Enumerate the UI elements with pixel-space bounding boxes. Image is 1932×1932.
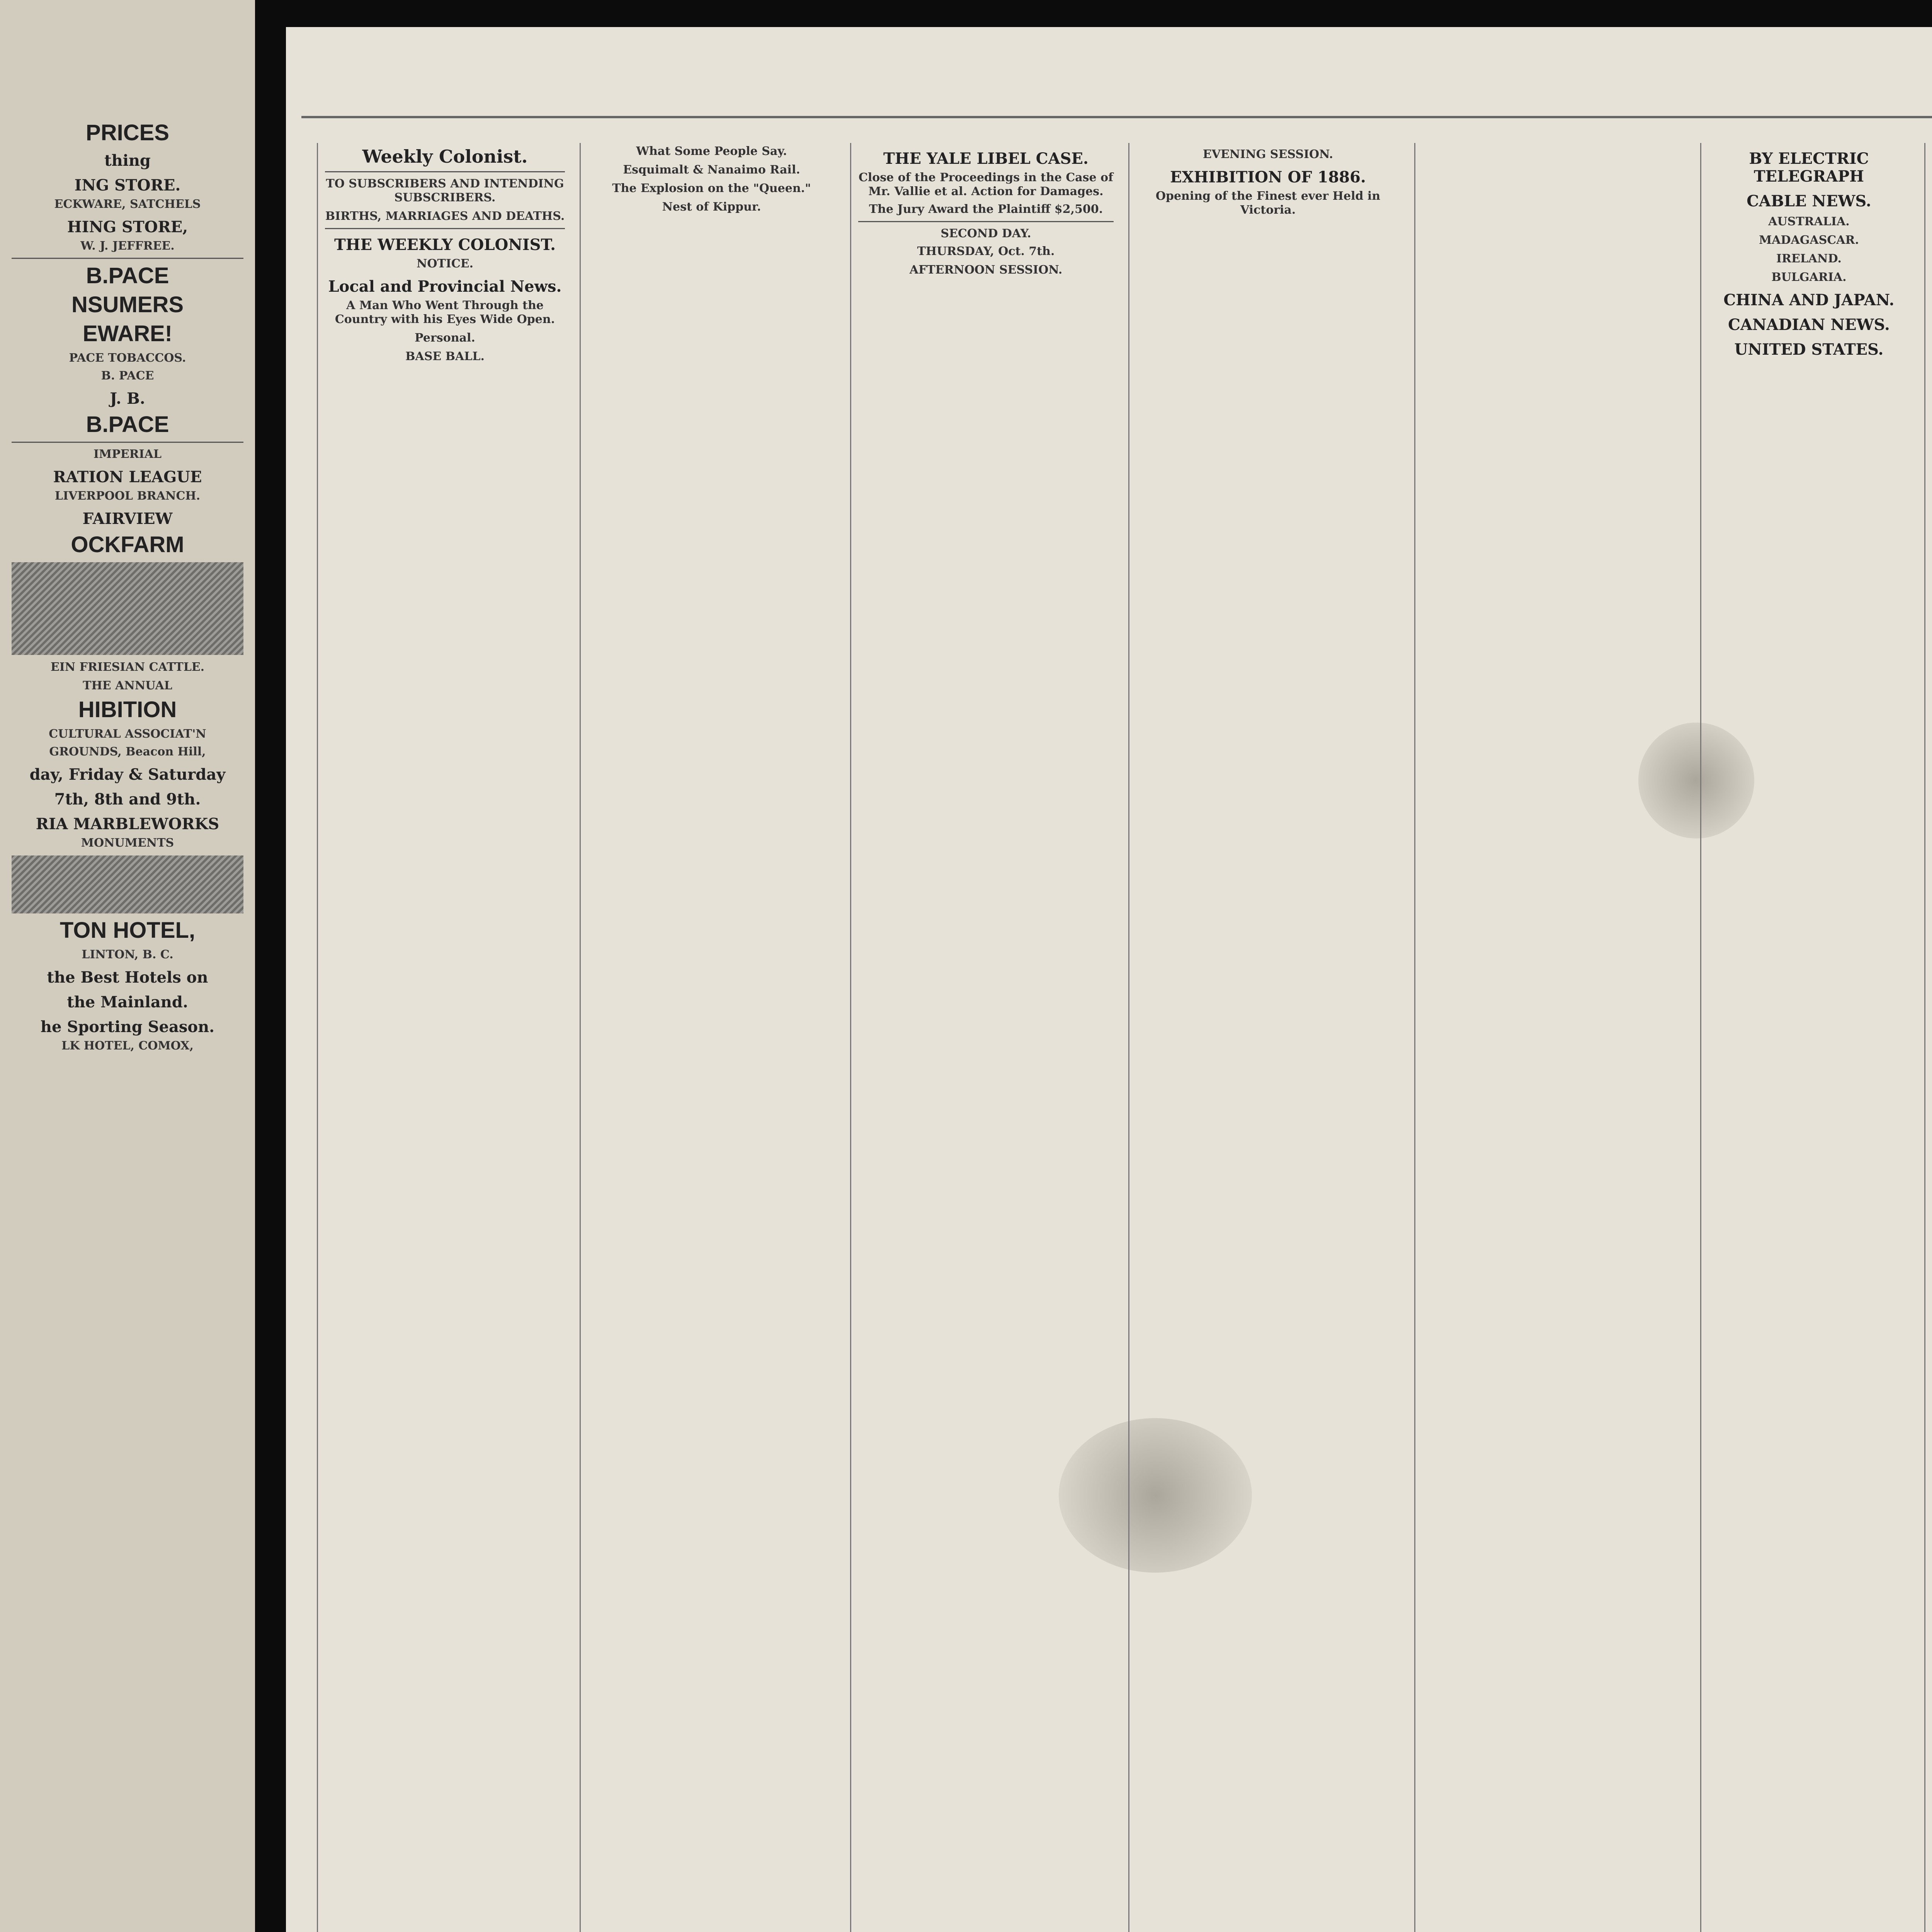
ad-subheading: MONUMENTS	[81, 836, 174, 850]
divider	[325, 228, 565, 229]
column-1	[317, 143, 572, 1932]
section-subheading: The Jury Award the Plaintiff $2,500.	[869, 202, 1103, 216]
ad-heading: OCKFARM	[71, 532, 184, 558]
ad-subheading: B. PACE	[101, 369, 154, 383]
section-heading: BY ELECTRIC TELEGRAPH	[1749, 150, 1869, 185]
adjacent-page-strip	[0, 0, 255, 1932]
ad-subheading: W. J. JEFFREE.	[80, 239, 175, 253]
section-heading: SECOND DAY.	[940, 227, 1031, 240]
ad-subheading: ECKWARE, SATCHELS	[54, 197, 201, 211]
ad-heading: RIA MARBLEWORKS	[36, 815, 219, 833]
ad-heading: RATION LEAGUE	[53, 468, 202, 486]
section-heading: BIRTHS, MARRIAGES AND DEATHS.	[325, 209, 565, 223]
section-heading: BULGARIA.	[1771, 270, 1847, 284]
section-heading: AFTERNOON SESSION.	[909, 263, 1063, 277]
section-heading: TO SUBSCRIBERS AND INTENDING SUBSCRIBERS.	[326, 177, 564, 204]
divider	[12, 258, 243, 259]
newspaper-page	[286, 27, 1932, 1932]
ad-heading: the Mainland.	[67, 993, 188, 1012]
ad-heading: HIBITION	[78, 697, 177, 723]
section-heading: CABLE NEWS.	[1747, 192, 1871, 210]
ad-heading: B.PACE	[86, 412, 169, 437]
divider	[325, 171, 565, 172]
column-7	[1924, 143, 1932, 1932]
section-heading: IRELAND.	[1776, 252, 1842, 265]
ad-subheading: PACE TOBACCOS.	[69, 351, 186, 365]
section-heading: Personal.	[415, 331, 475, 345]
monument-illustration	[12, 855, 243, 913]
ad-heading: HING STORE,	[67, 218, 188, 236]
ad-heading: he Sporting Season.	[40, 1018, 215, 1036]
ad-heading: 7th, 8th and 9th.	[54, 790, 201, 809]
section-heading: Esquimalt & Nanaimo Rail.	[623, 163, 800, 177]
column-2	[580, 143, 842, 1932]
ad-column	[0, 0, 255, 1053]
section-subheading: NOTICE.	[416, 257, 474, 270]
column-3	[850, 143, 1121, 1932]
section-heading: EXHIBITION OF 1886.	[1170, 168, 1366, 186]
ad-heading: the Best Hotels on	[47, 968, 208, 987]
ad-subheading: LINTON, B. C.	[82, 948, 173, 962]
section-heading: THE YALE LIBEL CASE.	[883, 150, 1088, 168]
section-heading: EVENING SESSION.	[1202, 148, 1333, 161]
section-heading: Nest of Kippur.	[662, 200, 761, 214]
ad-subheading: CULTURAL ASSOCIAT'N	[49, 727, 206, 741]
dateline: THURSDAY, Oct. 7th.	[917, 245, 1055, 258]
section-subheading: Close of the Proceedings in the Case of Mr. Vallie et al. Action for Damages.	[858, 171, 1114, 198]
ad-heading: EWARE!	[83, 321, 172, 346]
section-heading: THE WEEKLY COLONIST.	[334, 235, 556, 254]
section-heading: Local and Provincial News.	[328, 277, 562, 296]
ad-heading: day, Friday & Saturday	[29, 765, 226, 784]
cattle-illustration	[12, 562, 243, 655]
section-heading: AUSTRALIA.	[1768, 215, 1850, 228]
ad-heading: thing	[104, 151, 151, 170]
divider	[12, 442, 243, 443]
ad-subheading: IMPERIAL	[93, 447, 162, 461]
ad-heading: J. B.	[110, 389, 145, 408]
ad-subheading: LIVERPOOL BRANCH.	[54, 489, 201, 503]
ad-heading: ING STORE.	[74, 176, 181, 194]
ad-heading: PRICES	[86, 120, 169, 145]
top-rule	[301, 116, 1932, 118]
ad-subheading: THE ANNUAL	[83, 679, 172, 693]
section-subheading: Opening of the Finest ever Held in Victoria.	[1155, 189, 1381, 217]
section-heading: The Explosion on the "Queen."	[612, 182, 811, 195]
ad-heading: B.PACE	[86, 263, 169, 288]
section-subheading: A Man Who Went Through the Country with his Eyes Wide Open.	[335, 298, 555, 326]
ad-subheading: GROUNDS, Beacon Hill,	[49, 745, 206, 759]
ad-heading: NSUMERS	[71, 292, 184, 317]
column-5	[1414, 143, 1692, 1932]
ad-subheading: LK HOTEL, COMOX,	[61, 1039, 194, 1053]
section-heading: CHINA AND JAPAN.	[1723, 291, 1895, 309]
section-heading: What Some People Say.	[636, 145, 787, 158]
masthead: Weekly Colonist.	[362, 146, 528, 167]
column-4	[1128, 143, 1406, 1932]
section-heading: CANADIAN NEWS.	[1728, 316, 1890, 334]
divider	[858, 221, 1114, 222]
section-heading: MADAGASCAR.	[1759, 233, 1859, 247]
section-heading: UNITED STATES.	[1734, 340, 1884, 359]
ad-subheading: EIN FRIESIAN CATTLE.	[50, 660, 205, 674]
column-6	[1700, 143, 1917, 1932]
ad-heading: FAIRVIEW	[82, 510, 173, 528]
ad-heading: TON HOTEL,	[60, 918, 196, 943]
section-heading: BASE BALL.	[405, 349, 485, 363]
